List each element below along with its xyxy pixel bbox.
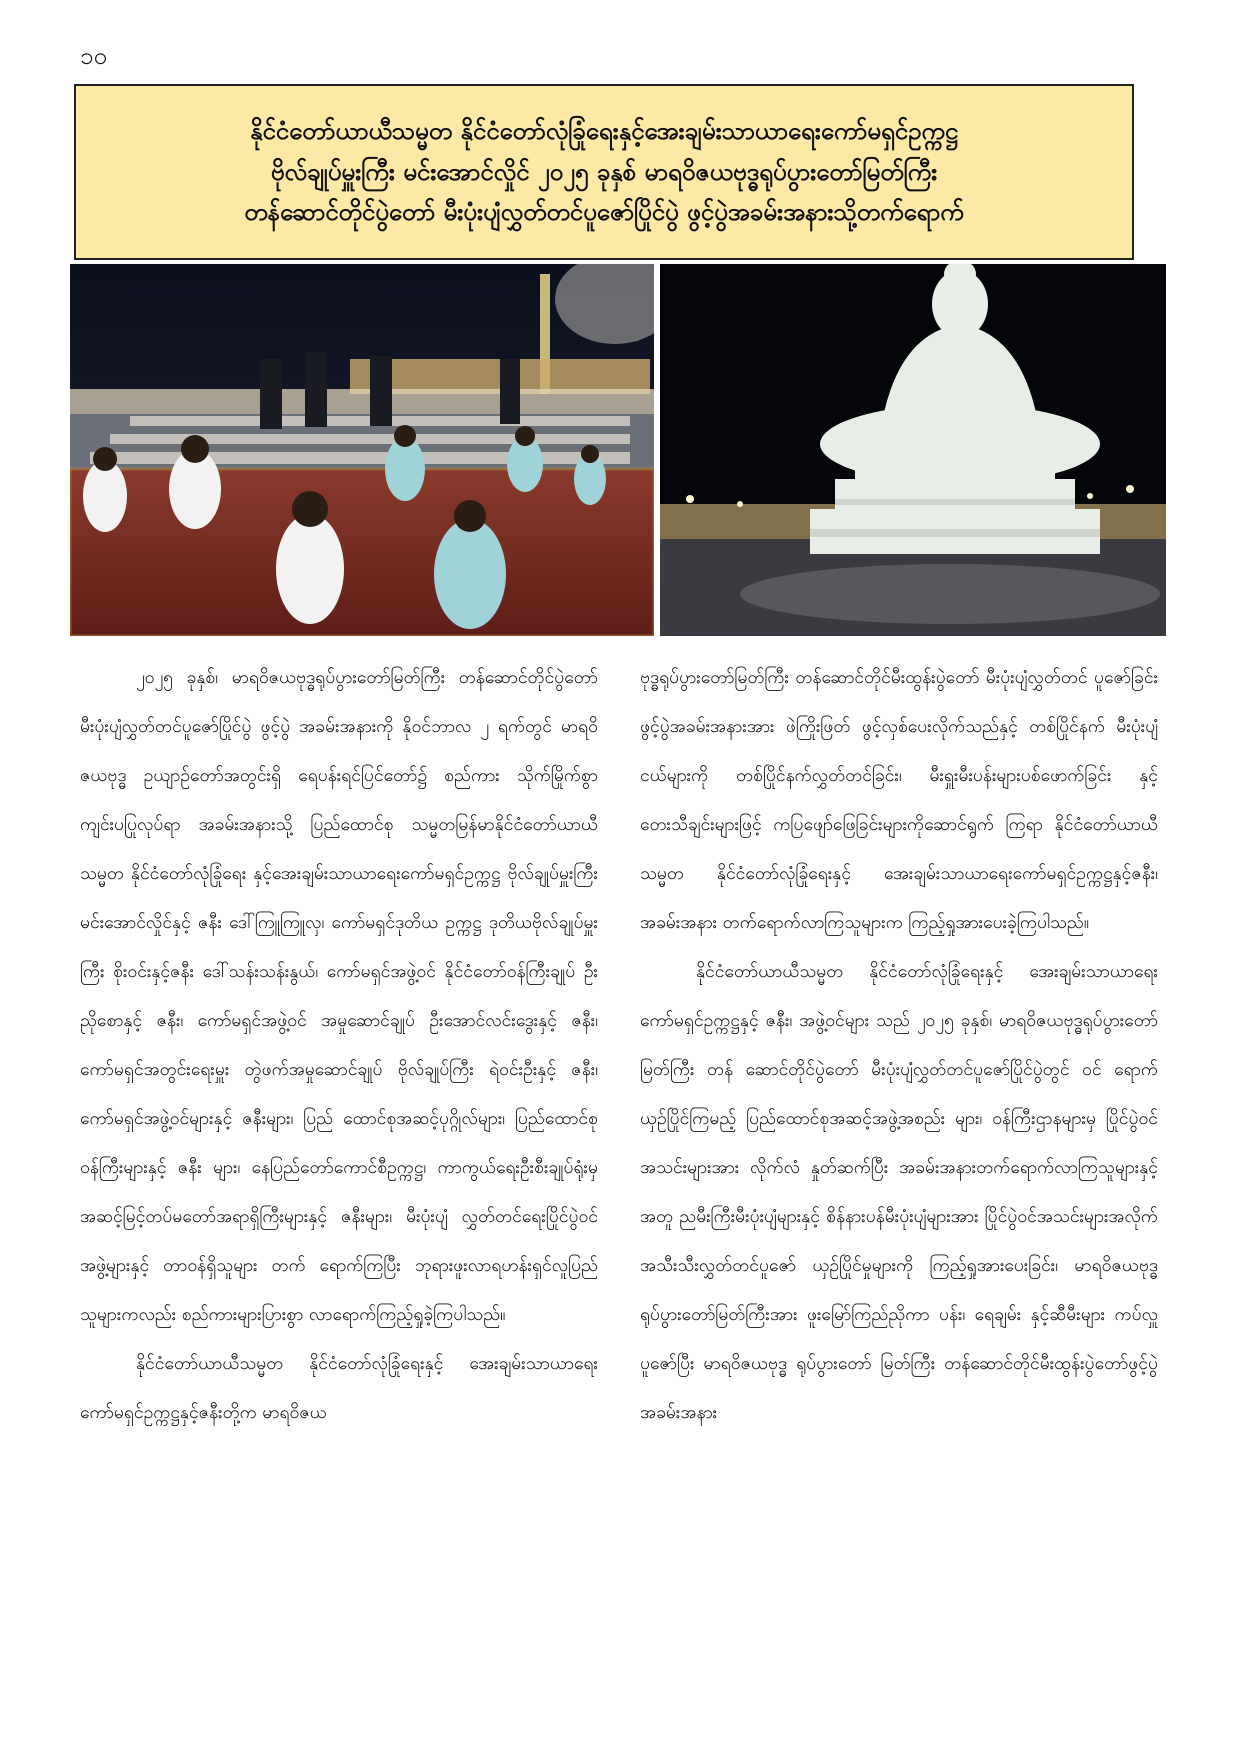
ceremony-photo-icon [70,264,654,636]
left-paragraph-2: နိုင်ငံတော်ယာယီသမ္မတ နိုင်ငံတော်လုံခြုံရေးနှင့် အေးချမ်းသာယာရေးကော်မရှင်ဥက္ကဋ္ဌနှင့်ဇနီးတို့က မာရဝိဇယ [80,1354,598,1423]
page-number: ၁၀ [80,42,107,70]
headline-line-2: ဗိုလ်ချုပ်မှူးကြီး မင်းအောင်လှိုင် ၂၀၂၅ ခုနှစ် မာရဝိဇယဗုဒ္ဓရုပ်ပွားတော်မြတ်ကြီး [270,157,938,186]
buddha-statue-photo-icon [660,264,1166,636]
buddha-statue-photo [660,264,1166,636]
photo-strip [70,264,1166,636]
ceremony-photo [70,264,654,636]
headline-line-1: နိုင်ငံတော်ယာယီသမ္မတ နိုင်ငံတော်လုံခြုံရေးနှင့်အေးချမ်းသာယာရေးကော်မရှင်ဥက္ကဋ္ဌ [250,116,958,145]
headline-line-3: တန်ဆောင်တိုင်ပွဲတော် မီးပုံးပျံလွှတ်တင်ပူဇော်ပြိုင်ပွဲ ဖွင့်ပွဲအခမ်းအနားသို့တက်ရောက် [244,198,964,227]
left-column [80,654,598,1438]
headline-box [74,84,1134,260]
right-paragraph-1: ဗုဒ္ဓရုပ်ပွားတော်မြတ်ကြီး တန်ဆောင်တိုင်မီးထွန်းပွဲတော် မီးပုံးပျံလွှတ်တင် ပူဇော်ခြင်းဖွင့်ပွဲအခမ်းအနားအား ဖဲကြိုးဖြတ် ဖွင့်လှစ်ပေးလိုက်သည်နှင့် တစ်ပြိုင်နက် မီးပုံးပျံငယ်များကို တစ်ပြိုင်နက်လွှတ်တင်ခြင်း၊ မီးရှူးမီးပန်းများပစ်ဖောက်ခြင်း နှင့် တေးသီချင်းများဖြင့် ကပြဖျော်ဖြေခြင်းများကိုဆောင်ရွက် ကြရာ နိုင်ငံတော်ယာယီသမ္မတ နိုင်ငံတော်လုံခြုံရေးနှင့် အေးချမ်းသာယာရေးကော်မရှင်ဥက္ကဋ္ဌနှင့်ဇနီး၊ အခမ်းအနား တက်ရောက်လာကြသူများက ကြည့်ရှုအားပေးခဲ့ကြပါသည်။ [640,668,1158,933]
right-paragraph-2: နိုင်ငံတော်ယာယီသမ္မတ နိုင်ငံတော်လုံခြုံရေးနှင့် အေးချမ်းသာယာရေးကော်မရှင်ဥက္ကဋ္ဌနှင့် ဇနီး၊ အဖွဲ့ဝင်များ သည် ၂၀၂၅ ခုနှစ်၊ မာရဝိဇယဗုဒ္ဓရုပ်ပွားတော်မြတ်ကြီး တန် ဆောင်တိုင်ပွဲတော် မီးပုံးပျံလွှတ်တင်ပူဇော်ပြိုင်ပွဲတွင် ဝင် ရောက်ယှဉ်ပြိုင်ကြမည့် ပြည်ထောင်စုအဆင့်အဖွဲ့အစည်း များ၊ ဝန်ကြီးဌာနများမှ ပြိုင်ပွဲဝင်အသင်းများအား လိုက်လံ နှုတ်ဆက်ပြီး အခမ်းအနားတက်ရောက်လာကြသူများနှင့် အတူ ညမီးကြီးမီးပုံးပျံများနှင့် စိန်နားပန်မီးပုံးပျံများအား ပြိုင်ပွဲဝင်အသင်းများအလိုက် အသီးသီးလွှတ်တင်ပူဇော် ယှဉ်ပြိုင်မှုများကို ကြည့်ရှုအားပေးခြင်း၊ မာရဝိဇယဗုဒ္ဓ ရုပ်ပွားတော်မြတ်ကြီးအား ဖူးမြော်ကြည်ညိုကာ ပန်း၊ ရေချမ်း နှင့်ဆီမီးများ ကပ်လှူပူဇော်ပြီး မာရဝိဇယဗုဒ္ဓ ရုပ်ပွားတော် မြတ်ကြီး တန်ဆောင်တိုင်မီးထွန်းပွဲတော်ဖွင့်ပွဲအခမ်းအနား [640,962,1158,1423]
right-column [640,654,1158,1438]
left-paragraph-1: ၂၀၂၅ ခုနှစ်၊ မာရဝိဇယဗုဒ္ဓရုပ်ပွားတော်မြတ်ကြီး တန်ဆောင်တိုင်ပွဲတော် မီးပုံးပျံလွှတ်တင်ပူဇော်ပြိုင်ပွဲ ဖွင့်ပွဲ အခမ်းအနားကို နိုဝင်ဘာလ ၂ ရက်တွင် မာရဝိဇယဗုဒ္ဓ ဥယျာဉ်တော်အတွင်းရှိ ရေပန်းရင်ပြင်တော်၌ စည်ကား သိုက်မြိုက်စွာ ကျင်းပပြုလုပ်ရာ အခမ်းအနားသို့ ပြည်ထောင်စု သမ္မတမြန်မာနိုင်ငံတော်ယာယီသမ္မတ နိုင်ငံတော်လုံခြုံရေး နှင့်အေးချမ်းသာယာရေးကော်မရှင်ဥက္ကဋ္ဌ ဗိုလ်ချုပ်မှူးကြီး မင်းအောင်လှိုင်နှင့် ဇနီး ဒေါ်ကြူကြူလှ၊ ကော်မရှင်ဒုတိယ ဥက္ကဋ္ဌ ဒုတိယဗိုလ်ချုပ်မှူးကြီး စိုးဝင်းနှင့်ဇနီး ဒေါ်သန်းသန်းနွယ်၊ ကော်မရှင်အဖွဲ့ဝင် နိုင်ငံတော်ဝန်ကြီးချုပ် ဦးညိုစောနှင့် ဇနီး၊ ကော်မရှင်အဖွဲ့ဝင် အမှုဆောင်ချုပ် ဦးအောင်လင်းဒွေးနှင့် ဇနီး၊ ကော်မရှင်အတွင်းရေးမှူး တွဲဖက်အမှုဆောင်ချုပ် ဗိုလ်ချုပ်ကြီး ရဲဝင်းဦးနှင့် ဇနီး၊ ကော်မရှင်အဖွဲ့ဝင်များနှင့် ဇနီးများ၊ ပြည် ထောင်စုအဆင့်ပုဂ္ဂိုလ်များ၊ ပြည်ထောင်စုဝန်ကြီးများနှင့် ဇနီး များ၊ နေပြည်တော်ကောင်စီဥက္ကဋ္ဌ၊ ကာကွယ်ရေးဦးစီးချုပ်ရုံးမှ အဆင့်မြင့်တပ်မတော်အရာရှိကြီးများနှင့် ဇနီးများ၊ မီးပုံးပျံ လွှတ်တင်ရေးပြိုင်ပွဲဝင်အဖွဲ့များနှင့် တာဝန်ရှိသူများ တက် ရောက်ကြပြီး ဘုရားဖူးလာရဟန်းရှင်လူပြည်သူများကလည်း စည်ကားများပြားစွာ လာရောက်ကြည့်ရှုခဲ့ကြပါသည်။ [80,668,598,1325]
